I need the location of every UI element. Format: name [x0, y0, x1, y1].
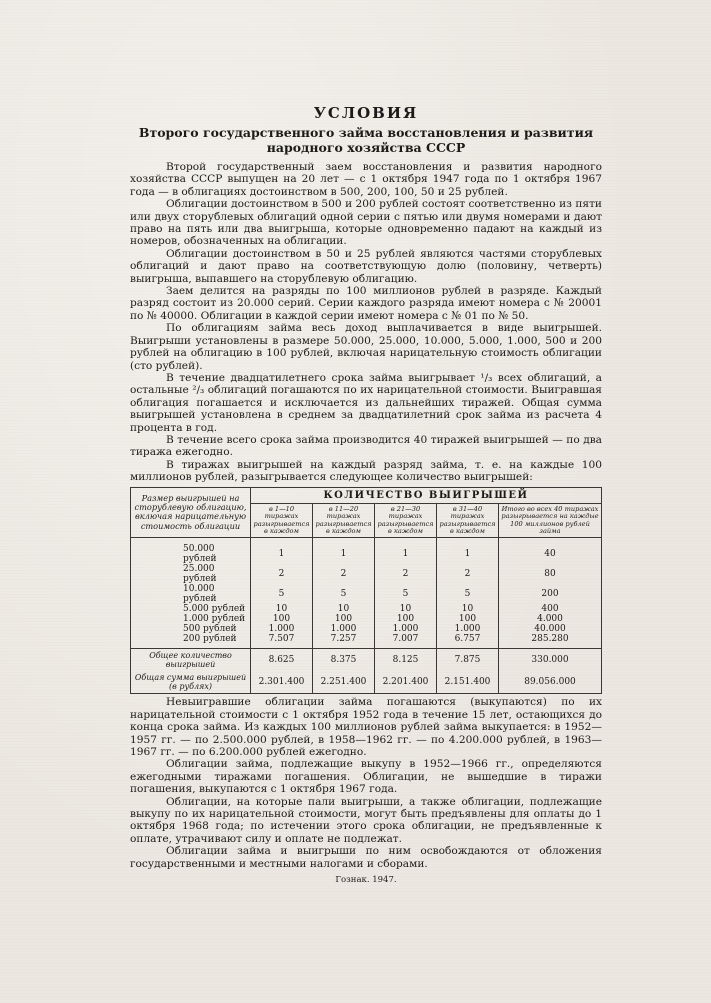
table-row	[131, 624, 602, 634]
paragraph-8: В тиражах выигрышей на каждый разряд займа, т. е. на каждые 100 миллионов рублей, разыгрывается следующее количество выигрышей:	[130, 458, 602, 484]
cell-value: 10	[437, 604, 499, 614]
cell-value: 7.257	[313, 634, 375, 649]
prize-amount: 1.000 рублей	[131, 614, 251, 624]
cell-value: 5	[375, 584, 437, 604]
cell-value: 2	[375, 564, 437, 584]
cell-total: 200	[499, 584, 602, 604]
cell-value: 8.625	[251, 649, 313, 672]
document-subtitle	[130, 125, 602, 155]
conditions-text	[130, 104, 602, 885]
cell-value: 100	[313, 614, 375, 624]
paragraph-9: Невыигравшие облигации займа погашаются (выкупаются) по их нарицательной стоимости с 1 октября 1952 года в течение 15 лет, остающихся до конца срока займа. Из каждых 100 миллионов рублей займа выкупается: в 1952—1957 гг. — по 2.500.000 рублей, в 1958—1962 гг. — по 4.200.000 рублей, в 1963—1967 гг. — по 6.200.000 рублей ежегодно.	[130, 696, 602, 759]
cell-value: 2.301.400	[251, 671, 313, 694]
header-draws-21-30: в 21—30 тиражах разыгрывается в каждом	[375, 503, 437, 538]
header-prize-size: Размер выигрышей на сторублевую облигацию, включая нарицательную стоимость облигации	[131, 487, 251, 538]
cell-value: 2.201.400	[375, 671, 437, 694]
cell-total: 40.000	[499, 624, 602, 634]
cell-value: 10	[313, 604, 375, 614]
paragraph-6: В течение двадцатилетнего срока займа выигрывает ¹/₃ всех облигаций, а остальные ²/₃ облигаций погашаются по их нарицательной стоимости. Выигравшая облигация погашается и исключается из дальнейших тиражей. Общая сумма выигрышей установлена в среднем за двадцатилетний срок займа из расчета 4 процента в год.	[130, 371, 602, 434]
prize-amount: 500 рублей	[131, 624, 251, 634]
printer-imprint: Гознак. 1947.	[335, 875, 397, 886]
paragraph-10: Облигации займа, подлежащие выкупу в 1952—1966 гг., определяются ежегодными тиражами погашения. Облигации, не вышедшие в тиражи погашения, выкупаются с 1 октября 1967 года.	[130, 758, 602, 796]
paragraph-12: Облигации займа и выигрыши по ним освобождаются от обложения государственными и местными налогами и сборами.	[130, 845, 602, 870]
cell-total: 80	[499, 564, 602, 584]
subtitle-line-2: народного хозяйства СССР	[266, 140, 466, 155]
paragraph-7: В течение всего срока займа производится 40 тиражей выигрышей — по два тиража ежегодно.	[130, 433, 602, 459]
cell-total: 330.000	[499, 649, 602, 672]
cell-value: 1	[437, 538, 499, 565]
table-row	[131, 564, 602, 584]
table-row	[131, 538, 602, 565]
cell-value: 7.007	[375, 634, 437, 649]
cell-total: 4.000	[499, 614, 602, 624]
cell-value: 2.151.400	[437, 671, 499, 694]
paragraph-11: Облигации, на которые пали выигрыши, а также облигации, подлежащие выкупу по их нарицательной стоимости, могут быть предъявлены для оплаты до 1 октября 1968 года; по истечении этого срока облигации, не предъявленные к оплате, утрачивают силу и оплате не подлежат.	[130, 795, 602, 845]
cell-total: 400	[499, 604, 602, 614]
cell-value: 5	[251, 584, 313, 604]
cell-value: 7.507	[251, 634, 313, 649]
header-draws-31-40: в 31—40 тиражах разыгрывается в каждом	[437, 503, 499, 538]
cell-value: 2	[313, 564, 375, 584]
total-sum-row	[131, 671, 602, 694]
cell-value: 6.757	[437, 634, 499, 649]
table-row	[131, 614, 602, 624]
cell-value: 1.000	[313, 624, 375, 634]
cell-value: 8.125	[375, 649, 437, 672]
cell-value: 2	[437, 564, 499, 584]
paragraph-1: Второй государственный заем восстановления и развития народного хозяйства СССР выпущен на 20 лет — с 1 октября 1947 года по 1 октября 1967 года — в облигациях достоинством в 500, 200, 100, 50 и 25 рублей.	[130, 161, 602, 198]
cell-value: 2.251.400	[313, 671, 375, 694]
cell-value: 100	[251, 614, 313, 624]
cell-total: 40	[499, 538, 602, 565]
cell-value: 1	[313, 538, 375, 565]
cell-value: 10	[375, 604, 437, 614]
cell-value: 10	[251, 604, 313, 614]
cell-value: 1.000	[375, 624, 437, 634]
paragraph-5: По облигациям займа весь доход выплачивается в виде выигрышей. Выигрыши установлены в размере 50.000, 25.000, 10.000, 5.000, 1.000, 500 и 200 рублей на облигацию в 100 рублей, включая нарицательную стоимость облигации (сто рублей).	[130, 322, 602, 372]
prize-amount: 5.000 рублей	[131, 604, 251, 614]
total-sum-label: Общая сумма выигрышей (в рублях)	[131, 671, 251, 694]
cell-value: 100	[375, 614, 437, 624]
paragraph-2: Облигации достоинством в 500 и 200 рублей состоят соответственно из пяти или двух сторублевых облигаций одной серии с пятью или двумя номерами и дают право на пять или два выигрыша, которые одновременно падают на каждый из номеров, обозначенных на облигации.	[130, 198, 602, 248]
total-count-row	[131, 649, 602, 672]
prize-amount: 50.000 рублей	[131, 538, 251, 565]
document-title: УСЛОВИЯ	[313, 104, 419, 122]
total-count-label: Общее количество выигрышей	[131, 649, 251, 672]
cell-value: 1	[375, 538, 437, 565]
table-row	[131, 604, 602, 614]
header-prize-count: КОЛИЧЕСТВО ВЫИГРЫШЕЙ	[251, 487, 602, 503]
cell-value: 1.000	[251, 624, 313, 634]
header-draws-11-20: в 11—20 тиражах разыгрывается в каждом	[313, 503, 375, 538]
paragraph-4: Заем делится на разряды по 100 миллионов рублей в разряде. Каждый разряд состоит из 20.000 серий. Серии каждого разряда имеют номера с № 20001 по № 40000. Облигации в каждой серии имеют номера с № 01 по № 50.	[130, 285, 602, 322]
paragraph-3: Облигации достоинством в 50 и 25 рублей являются частями сторублевых облигаций и дают право на соответствующую долю (половину, четверть) выигрыша, выпавшего на сторублевую облигацию.	[130, 247, 602, 285]
prize-amount: 200 рублей	[131, 634, 251, 649]
table-row	[131, 634, 602, 649]
prize-table	[130, 487, 602, 695]
header-total-40-draws: Итого во всех 40 тиражах разыгрывается на каждые 100 миллионов рублей займа	[499, 503, 602, 538]
cell-value: 1	[251, 538, 313, 565]
cell-value: 8.375	[313, 649, 375, 672]
prize-amount: 25.000 рублей	[131, 564, 251, 584]
cell-total: 285.280	[499, 634, 602, 649]
header-draws-1-10: в 1—10 тиражах разыгрывается в каждом	[251, 503, 313, 538]
cell-value: 7.875	[437, 649, 499, 672]
cell-value: 5	[313, 584, 375, 604]
subtitle-line-1: Второго государственного займа восстановления и развития	[138, 125, 594, 140]
cell-value: 1.000	[437, 624, 499, 634]
cell-total: 89.056.000	[499, 671, 602, 694]
cell-value: 5	[437, 584, 499, 604]
cell-value: 100	[437, 614, 499, 624]
prize-amount: 10.000 рублей	[131, 584, 251, 604]
cell-value: 2	[251, 564, 313, 584]
table-row	[131, 584, 602, 604]
